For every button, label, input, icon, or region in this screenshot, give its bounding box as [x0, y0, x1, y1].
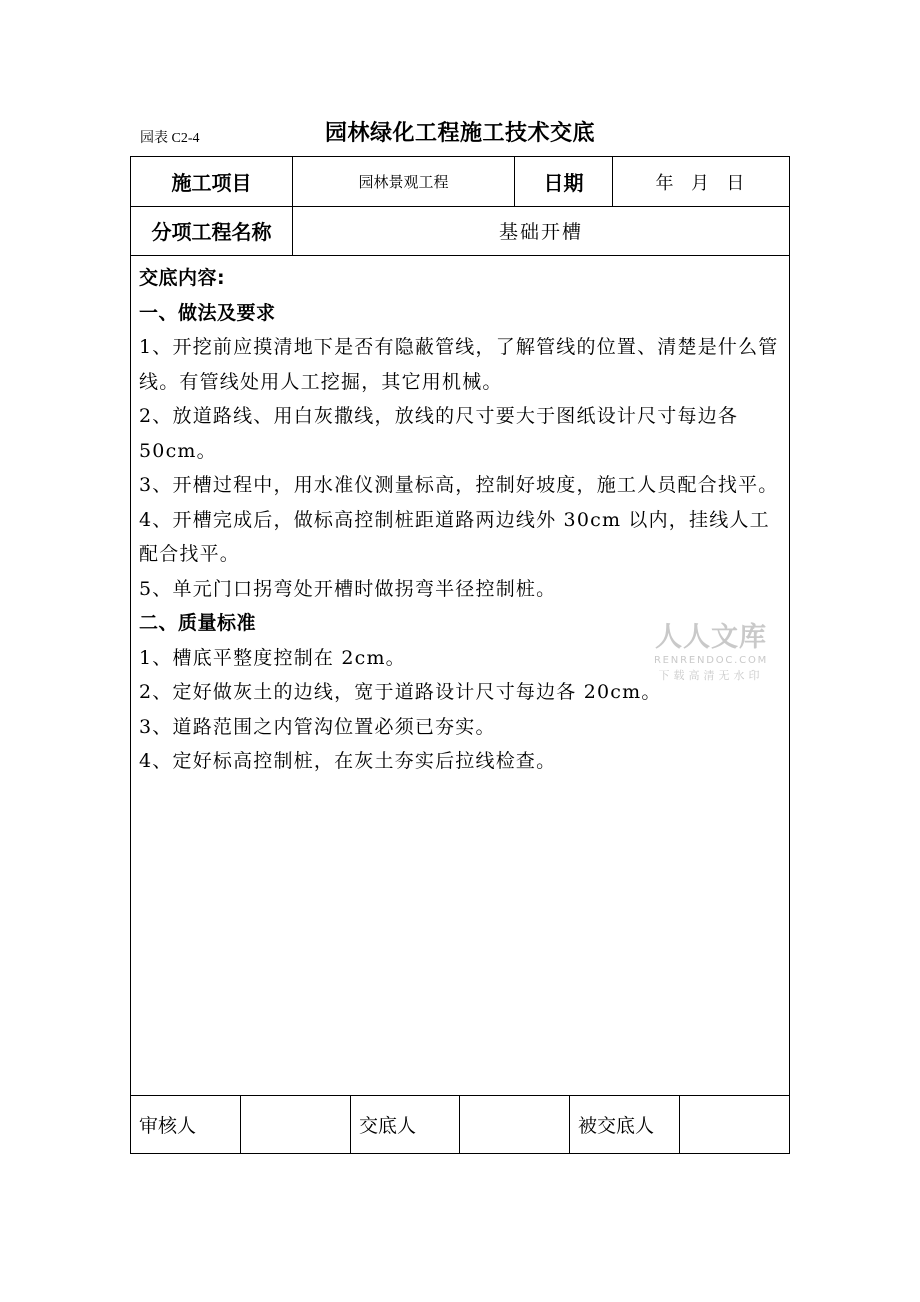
- list-item: 3、开槽过程中，用水准仪测量标高，控制好坡度，施工人员配合找平。: [139, 474, 779, 496]
- reviewer-label: 审核人: [139, 1115, 197, 1137]
- list-item: 4、定好标高控制桩，在灰土夯实后拉线检查。: [139, 750, 557, 772]
- section-title-methods: 一、做法及要求: [139, 301, 276, 324]
- presenter-label: 交底人: [359, 1115, 417, 1137]
- list-item: 4、开槽完成后，做标高控制桩距道路两边线外 30cm 以内，挂线人工配合找平。: [139, 508, 770, 565]
- content-heading: 交底内容:: [139, 267, 226, 289]
- date-value: 年 月 日: [655, 172, 747, 194]
- watermark-sub: 下载高清无水印: [658, 669, 764, 682]
- list-item: 5、单元门口拐弯处开槽时做拐弯半径控制桩。: [139, 577, 557, 600]
- list-item: 2、定好做灰土的边线，宽于道路设计尺寸每边各 20cm。: [139, 681, 662, 703]
- disclosure-content: [139, 261, 785, 779]
- subproject-label: 分项工程名称: [151, 220, 272, 244]
- project-value: 园林景观工程: [358, 173, 449, 191]
- watermark-logo: [646, 622, 776, 683]
- list-item: 1、开挖前应摸清地下是否有隐蔽管线，了解管线的位置、清楚是什么管线。有管线处用人工挖掘，其它用机械。: [139, 336, 779, 393]
- presenter-signature-field[interactable]: [460, 1096, 569, 1153]
- watermark-domain: RENRENDOC.COM: [653, 655, 769, 666]
- list-item: 1、槽底平整度控制在 2cm。: [139, 646, 406, 669]
- watermark-main: 人人文库: [655, 622, 767, 653]
- column-divider: [569, 1095, 570, 1153]
- form-code: 园表 C2-4: [140, 131, 200, 146]
- recipient-signature-field[interactable]: [680, 1096, 789, 1153]
- document-title: 园林绿化工程施工技术交底: [324, 121, 595, 146]
- reviewer-signature-field[interactable]: [241, 1096, 350, 1153]
- subproject-value: 基础开槽: [498, 221, 583, 243]
- recipient-label: 被交底人: [578, 1115, 655, 1137]
- column-divider: [350, 1095, 351, 1153]
- list-item: 2、放道路线、用白灰撒线，放线的尺寸要大于图纸设计尺寸每边各50cm。: [139, 405, 739, 462]
- date-label: 日期: [543, 171, 584, 195]
- list-item: 3、道路范围之内管沟位置必须已夯实。: [139, 715, 496, 738]
- row-divider: [131, 255, 789, 256]
- section-title-quality: 二、质量标准: [139, 612, 257, 634]
- project-label: 施工项目: [171, 171, 252, 195]
